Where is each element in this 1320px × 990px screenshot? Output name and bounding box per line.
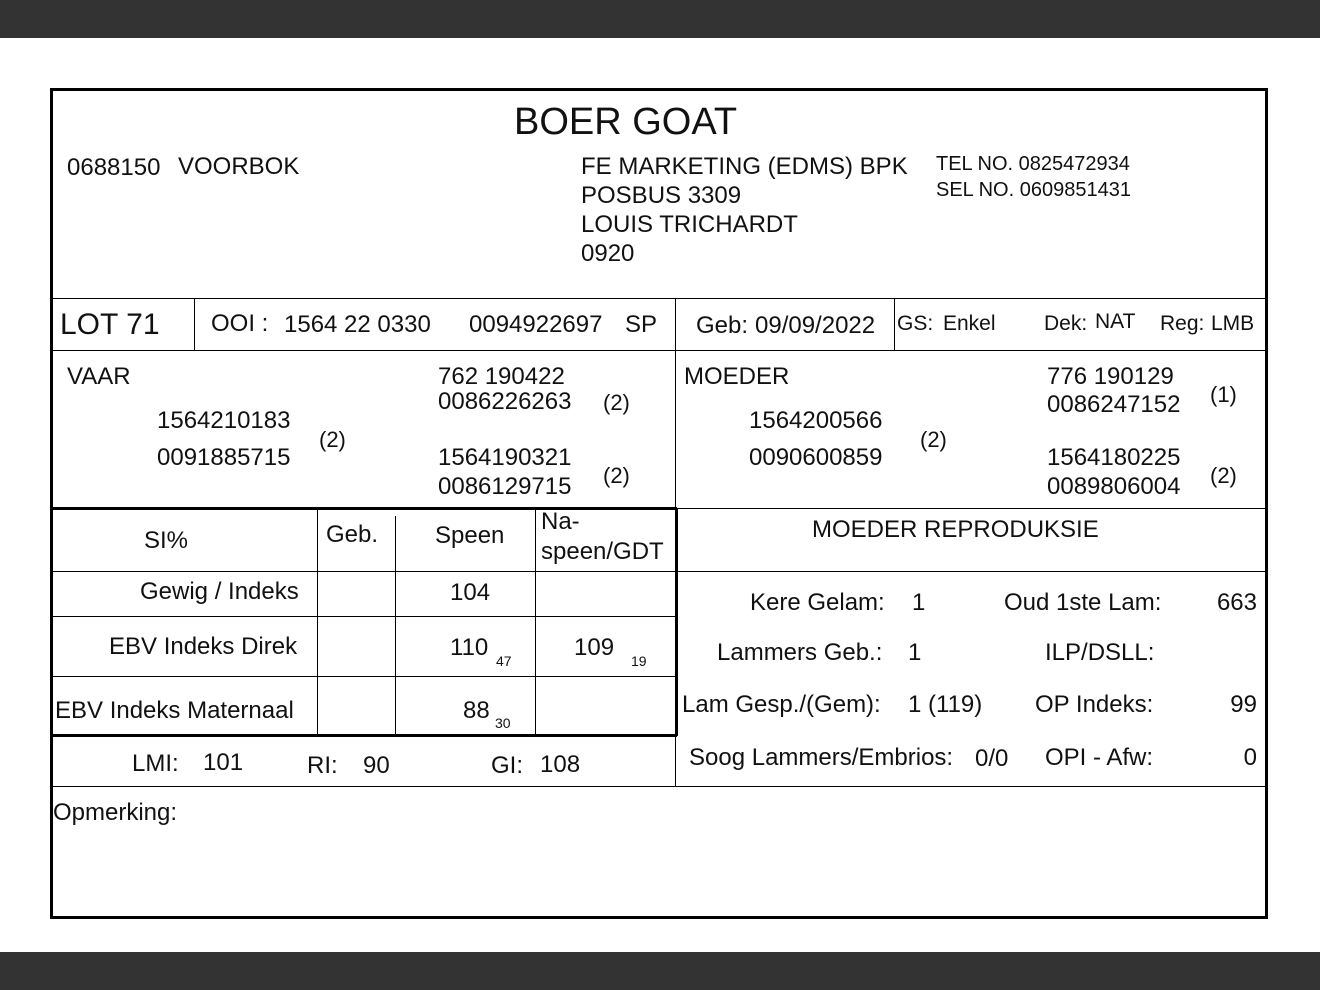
tel-number: TEL NO. 0825472934 — [936, 153, 1130, 175]
ooi-number: 1564 22 0330 — [284, 311, 431, 338]
divider — [53, 507, 677, 510]
dek-value: NAT — [1095, 310, 1136, 333]
divider — [675, 508, 678, 736]
si-header-naspeen-line-2: speen/GDT — [541, 538, 664, 565]
soog-value: 0/0 — [975, 745, 1009, 772]
ri-value: 90 — [363, 752, 390, 779]
kere-gelam-label: Kere Gelam: — [750, 589, 885, 616]
divider — [194, 298, 195, 350]
top-bar — [0, 0, 1320, 38]
moeder-count: (2) — [920, 427, 947, 452]
gi-value: 108 — [540, 751, 581, 778]
reproduksie-title: MOEDER REPRODUKSIE — [812, 516, 1099, 543]
moeder-dam-count: (2) — [1210, 463, 1237, 488]
moeder-sire-id-1: 776 190129 — [1047, 363, 1174, 390]
si-row-label: Gewig / Indeks — [140, 578, 299, 605]
opi-afw-value: 0 — [1243, 744, 1257, 771]
divider — [53, 298, 1265, 299]
moeder-dam-id-2: 0089806004 — [1047, 473, 1181, 500]
si-row-speen: 88 — [463, 697, 490, 724]
reg-value: LMB — [1211, 312, 1255, 335]
sel-number: SEL NO. 0609851431 — [936, 179, 1131, 201]
geb-date: 09/09/2022 — [755, 312, 876, 339]
lmi-value: 101 — [203, 749, 244, 776]
moeder-sire-count: (1) — [1210, 382, 1237, 407]
ooi-suffix: SP — [625, 311, 658, 338]
si-row-speen: 110 — [450, 634, 489, 661]
opmerking-label: Opmerking: — [53, 799, 178, 826]
moeder-sire-id-2: 0086247152 — [1047, 391, 1181, 418]
si-row-naspeen: 109 — [574, 634, 615, 661]
vaar-count: (2) — [319, 427, 346, 452]
lam-gesp-value: 1 (119) — [908, 691, 983, 718]
moeder-id-2: 0090600859 — [749, 444, 883, 471]
geb-label: Geb: — [696, 312, 749, 339]
moeder-label: MOEDER — [684, 363, 790, 390]
lot-card — [50, 88, 1268, 919]
divider — [894, 298, 895, 350]
dek-label: Dek: — [1044, 312, 1088, 335]
opi-afw-label: OPI - Afw: — [1045, 744, 1154, 771]
ilp-dsll-label: ILP/DSLL: — [1045, 639, 1155, 666]
card-title: BOER GOAT — [514, 101, 738, 143]
breeder-company: FE MARKETING (EDMS) BPK — [581, 153, 908, 180]
soog-label: Soog Lammers/Embrios: — [689, 744, 954, 771]
divider — [395, 516, 396, 735]
breeder-address-1: POSBUS 3309 — [581, 182, 742, 209]
reg-label: Reg: — [1160, 312, 1205, 335]
divider — [677, 508, 1265, 509]
gi-label: GI: — [491, 752, 524, 779]
divider — [53, 786, 1265, 787]
divider — [317, 508, 318, 735]
animal-id: 0688150 — [67, 154, 161, 181]
si-row-label: EBV Indeks Direk — [109, 633, 298, 660]
divider — [53, 676, 675, 677]
breeder-postcode: 0920 — [581, 240, 635, 267]
divider — [53, 616, 675, 617]
lam-gesp-label: Lam Gesp./(Gem): — [682, 691, 881, 718]
lammers-geb-label: Lammers Geb.: — [717, 639, 883, 666]
vaar-id-1: 1564210183 — [157, 407, 291, 434]
si-row-naspeen-sub: 19 — [631, 653, 647, 669]
si-row-label: EBV Indeks Maternaal — [55, 697, 294, 724]
vaar-label: VAAR — [67, 363, 131, 390]
divider — [53, 571, 1265, 572]
divider — [53, 734, 677, 737]
vaar-sire-count: (2) — [603, 390, 630, 415]
si-header-geb: Geb. — [326, 521, 379, 548]
si-row-speen-sub: 47 — [496, 653, 512, 669]
ooi-label: OOI : — [211, 310, 269, 337]
breeder-address-2: LOUIS TRICHARDT — [581, 211, 798, 238]
lammers-geb-value: 1 — [908, 639, 922, 666]
ri-label: RI: — [307, 752, 338, 779]
vaar-id-2: 0091885715 — [157, 444, 291, 471]
vaar-dam-count: (2) — [603, 463, 630, 488]
op-indeks-label: OP Indeks: — [1035, 691, 1154, 718]
si-row-speen-sub: 30 — [495, 715, 511, 731]
ooi-code: 0094922697 — [469, 311, 603, 338]
vaar-dam-id-2: 0086129715 — [438, 473, 572, 500]
divider — [535, 508, 536, 735]
si-header-label: SI% — [144, 527, 189, 554]
moeder-id-1: 1564200566 — [749, 407, 883, 434]
lmi-label: LMI: — [132, 750, 179, 777]
oud-lam-label: Oud 1ste Lam: — [1004, 589, 1162, 616]
divider — [53, 350, 1265, 351]
moeder-dam-id-1: 1564180225 — [1047, 444, 1181, 471]
gs-label: GS: — [897, 312, 934, 335]
op-indeks-value: 99 — [1230, 691, 1257, 718]
lot-number: LOT 71 — [60, 308, 160, 341]
si-row-speen: 104 — [450, 579, 491, 606]
animal-type: VOORBOK — [178, 153, 300, 180]
vaar-dam-id-1: 1564190321 — [438, 444, 572, 471]
bottom-bar — [0, 952, 1320, 990]
si-header-naspeen-line-1: Na- — [541, 508, 580, 535]
vaar-sire-id-2: 0086226263 — [438, 388, 572, 415]
kere-gelam-value: 1 — [912, 589, 926, 616]
gs-value: Enkel — [943, 312, 996, 335]
vaar-sire-id-1: 762 190422 — [438, 363, 565, 390]
si-header-speen: Speen — [435, 522, 505, 549]
oud-lam-value: 663 — [1216, 589, 1257, 616]
